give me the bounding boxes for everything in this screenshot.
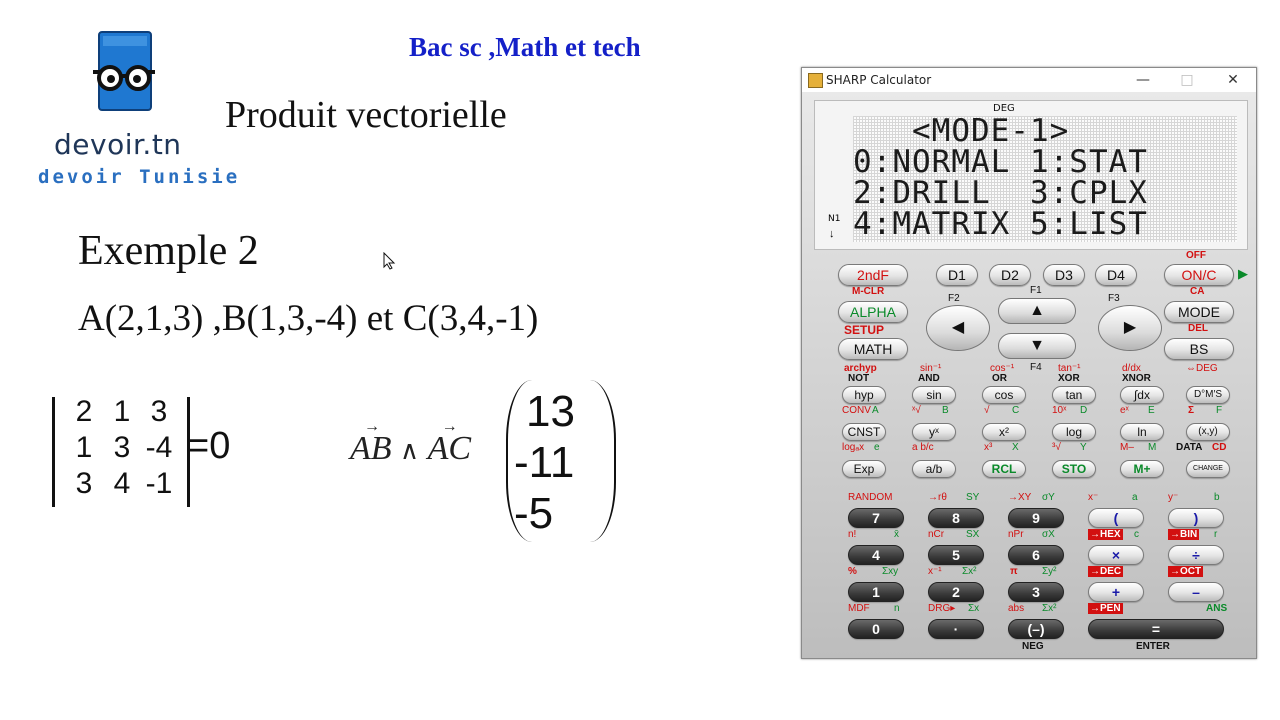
x-inv2-label: x⁻¹ (928, 566, 942, 577)
data-label: DATA (1176, 442, 1203, 453)
points-statement: A(2,1,3) ,B(1,3,-4) et C(3,4,-1) (78, 298, 539, 339)
percent-label: % (848, 566, 857, 577)
vector-ac (427, 418, 472, 467)
b-label: B (942, 405, 949, 416)
det-cell: 3 (75, 467, 93, 500)
d1-key[interactable]: D1 (936, 264, 978, 286)
to-oct-text: →OCT (1170, 566, 1202, 577)
cos-inv-label: cos⁻¹ (990, 363, 1015, 374)
f2-label: F2 (948, 293, 960, 304)
lcd-matrix (853, 113, 1237, 242)
to-pen-text: →PEN (1090, 603, 1121, 614)
sigma-y2-label: Σy² (1042, 566, 1057, 577)
det-cell: 2 (75, 395, 93, 428)
close-button[interactable]: ✕ (1227, 72, 1239, 88)
frac-key[interactable]: a/b (912, 460, 956, 478)
lcd-line: 0:NORMAL 1:STAT (853, 144, 1148, 180)
abs-label: abs (1008, 603, 1025, 614)
log-key[interactable]: log (1052, 423, 1096, 441)
tan-inv-label: tan⁻¹ (1058, 363, 1081, 374)
ans-label: ANS (1206, 603, 1228, 614)
multiply-key[interactable]: × (1088, 545, 1144, 565)
c-label: C (1012, 405, 1020, 416)
c-small-label: c (1134, 529, 1139, 540)
rcl-key[interactable]: RCL (982, 460, 1026, 478)
calculator-app-icon (808, 73, 823, 88)
f4-label: F4 (1030, 362, 1042, 373)
determinant-grid (65, 397, 177, 499)
to-dec-label (1088, 566, 1123, 577)
del-label: DEL (1188, 323, 1208, 334)
to-deg-label: ⇔DEG (1186, 363, 1218, 374)
key-6[interactable]: 6 (1008, 545, 1064, 565)
f-label: F (1216, 405, 1223, 416)
m-plus-key[interactable]: M+ (1120, 460, 1164, 478)
pi-label: π (1010, 566, 1018, 577)
b-small-label: b (1214, 492, 1220, 503)
cbrt-label: ³√ (1052, 442, 1061, 453)
vector-arrow: → (441, 418, 458, 435)
on-c-key[interactable]: ON/C (1164, 264, 1234, 286)
det-cell: 3 (150, 395, 168, 428)
decimal-point-key[interactable]: · (928, 619, 984, 639)
key-0[interactable]: 0 (848, 619, 904, 639)
yx-key[interactable]: yˣ (912, 423, 956, 441)
key-3[interactable]: 3 (1008, 582, 1064, 602)
xy-key[interactable]: (x,y) (1186, 423, 1230, 441)
ln-key[interactable]: ln (1120, 423, 1164, 441)
subject-heading: Bac sc ,Math et tech (409, 32, 641, 62)
up-arrow-key[interactable]: ▲ (998, 298, 1076, 324)
m-clr-label: M-CLR (852, 286, 885, 297)
determinant-equals: =0 (187, 425, 231, 467)
down-arrow-indicator: ↓ (829, 228, 835, 240)
sigma-x-label: σX (1042, 529, 1055, 540)
ncr-label: nCr (928, 529, 945, 540)
ten-x-label: 10ˣ (1052, 405, 1067, 416)
determinant (52, 397, 190, 507)
xor-label: XOR (1058, 373, 1080, 384)
x-label: X (1012, 442, 1019, 453)
ca-label: CA (1190, 286, 1205, 297)
sqrt-label: √ (984, 405, 990, 416)
exp-key[interactable]: Exp (842, 460, 886, 478)
cos-key[interactable]: cos (982, 386, 1026, 404)
key-8[interactable]: 8 (928, 508, 984, 528)
to-hex-text: →HEX (1090, 529, 1121, 540)
det-cell: 1 (113, 395, 131, 428)
conv-label: CONV (842, 405, 871, 416)
sigma-x2-label: Σx² (962, 566, 977, 577)
x3-label: x³ (984, 442, 993, 453)
tan-key[interactable]: tan (1052, 386, 1096, 404)
sto-key[interactable]: STO (1052, 460, 1096, 478)
xnor-label: XNOR (1122, 373, 1151, 384)
key-4[interactable]: 4 (848, 545, 904, 565)
m-label: M (1148, 442, 1157, 453)
to-bin-text: →BIN (1170, 529, 1198, 540)
vector-ab (350, 418, 400, 467)
plus-key[interactable]: + (1088, 582, 1144, 602)
key-7[interactable]: 7 (848, 508, 904, 528)
archyp-label: archyp (844, 363, 877, 374)
f1-label: F1 (1030, 285, 1042, 296)
key-1[interactable]: 1 (848, 582, 904, 602)
d4-key[interactable]: D4 (1095, 264, 1137, 286)
vector-ac-label: AC (427, 430, 472, 467)
x2-key[interactable]: x² (982, 423, 1026, 441)
e-label: E (1148, 405, 1155, 416)
sin-key[interactable]: sin (912, 386, 956, 404)
r-small-label: r (1214, 529, 1218, 540)
right-arrow-key[interactable]: ▶ (1098, 305, 1162, 351)
n-fact-label: n! (848, 529, 857, 540)
to-rtheta-label: →rθ (928, 492, 947, 503)
d-label: D (1080, 405, 1088, 416)
down-arrow-key[interactable]: ▼ (998, 333, 1076, 359)
calculator-display (814, 100, 1248, 250)
xroot-label: ˣ√ (912, 405, 921, 416)
and-label: AND (918, 373, 940, 384)
enter-label: ENTER (1136, 641, 1170, 652)
vector-ab-label: AB (350, 430, 392, 467)
right-paren-key[interactable]: ) (1168, 508, 1224, 528)
title-bar[interactable] (802, 68, 1256, 92)
result-vector (506, 380, 616, 542)
sigma-label: Σ (1188, 405, 1195, 416)
window-title: SHARP Calculator (826, 73, 932, 87)
neg-label: NEG (1022, 641, 1044, 652)
sigma-y-label: σY (1042, 492, 1055, 503)
to-oct-label (1168, 566, 1203, 577)
vector-arrow: → (364, 418, 380, 435)
mdf-label: MDF (848, 603, 870, 614)
hyp-key[interactable]: hyp (842, 386, 886, 404)
bs-key[interactable]: BS (1164, 338, 1234, 360)
key-9[interactable]: 9 (1008, 508, 1064, 528)
lcd-line: <MODE-1> (853, 113, 1070, 149)
key-2[interactable]: 2 (928, 582, 984, 602)
2ndf-key[interactable]: 2ndF (838, 264, 908, 286)
to-pen-label (1088, 603, 1123, 614)
minus-key[interactable]: – (1168, 582, 1224, 602)
not-label: NOT (848, 373, 870, 384)
x-inv-label: x⁻ (1088, 492, 1099, 503)
logo-book-icon (93, 30, 155, 112)
y-label: Y (1080, 442, 1087, 453)
e-small-label: e (874, 442, 880, 453)
slide-title: Produit vectorielle (225, 94, 507, 136)
to-dec-text: →DEC (1090, 566, 1122, 577)
det-cell: 3 (113, 431, 131, 464)
left-paren-key[interactable]: ( (1088, 508, 1144, 528)
f3-label: F3 (1108, 293, 1120, 304)
math-key[interactable]: MATH (838, 338, 908, 360)
mode-key[interactable]: MODE (1164, 301, 1234, 323)
or-label: OR (992, 373, 1007, 384)
negative-key[interactable]: (–) (1008, 619, 1064, 639)
divide-key[interactable]: ÷ (1168, 545, 1224, 565)
det-cell: -1 (145, 467, 173, 500)
calculator-window[interactable] (801, 67, 1257, 659)
sx-label: SX (966, 529, 980, 540)
x-bar-label: x̄ (894, 529, 899, 540)
m-minus-label: M– (1120, 442, 1134, 453)
logo-text: devoir.tn (54, 128, 182, 161)
deg-indicator: DEG (993, 103, 1015, 114)
dms-key[interactable]: D°M′S (1186, 386, 1230, 404)
result-z: -5 (514, 489, 554, 538)
result-y: -11 (514, 438, 575, 487)
minimize-button[interactable]: — (1136, 72, 1150, 88)
maximize-button[interactable]: □ (1180, 72, 1194, 88)
lcd-line: 2:DRILL 3:CPLX (853, 175, 1148, 211)
logo-subtitle: devoir Tunisie (38, 166, 241, 188)
wedge-operator: ∧ (400, 436, 420, 465)
to-hex-label (1088, 529, 1123, 540)
equals-key[interactable]: = (1088, 619, 1224, 639)
cross-product-expression (350, 418, 472, 468)
y-small-label: y⁻ (1168, 492, 1179, 503)
a-small-label: a (1132, 492, 1138, 503)
ab-c-label: a b/c (912, 442, 934, 453)
integral-key[interactable]: ∫dx (1120, 386, 1164, 404)
calculator-body (802, 92, 1256, 658)
mouse-cursor-icon (383, 252, 397, 275)
sy-label: SY (966, 492, 980, 503)
alpha-key[interactable]: ALPHA (838, 301, 908, 323)
lcd-line: 4:MATRIX 5:LIST (853, 206, 1148, 242)
cnst-key[interactable]: CNST (842, 423, 886, 441)
ddx-label: d/dx (1122, 363, 1141, 374)
sum-x-label: Σx (968, 603, 980, 614)
left-arrow-key[interactable]: ◀ (926, 305, 990, 351)
result-x: 13 (526, 387, 575, 436)
d2-key[interactable]: D2 (989, 264, 1031, 286)
change-key[interactable]: CHANGE (1186, 460, 1230, 478)
result-column (514, 386, 575, 539)
det-cell: -4 (145, 431, 173, 464)
logax-label: logₐx (842, 442, 865, 453)
npr-label: nPr (1008, 529, 1024, 540)
off-label: OFF (1186, 250, 1206, 261)
n1-indicator: N1 (828, 214, 841, 224)
sin-inv-label: sin⁻¹ (920, 363, 942, 374)
e-x-label: eˣ (1120, 405, 1129, 416)
play-icon[interactable]: ▶ (1238, 266, 1248, 281)
a-label: A (872, 405, 879, 416)
example-heading: Exemple 2 (78, 228, 259, 274)
setup-label: SETUP (844, 323, 885, 337)
cd-label: CD (1212, 442, 1227, 453)
drg-label: DRG▸ (928, 603, 956, 614)
key-5[interactable]: 5 (928, 545, 984, 565)
sigma-xy-label: Σxy (882, 566, 899, 577)
d3-key[interactable]: D3 (1043, 264, 1085, 286)
det-cell: 4 (113, 467, 131, 500)
det-cell: 1 (75, 431, 93, 464)
to-bin-label (1168, 529, 1199, 540)
random-label: RANDOM (848, 492, 893, 503)
n-small-label: n (894, 603, 900, 614)
sum-x2-label: Σx² (1042, 603, 1057, 614)
to-xy-label: →XY (1008, 492, 1032, 503)
